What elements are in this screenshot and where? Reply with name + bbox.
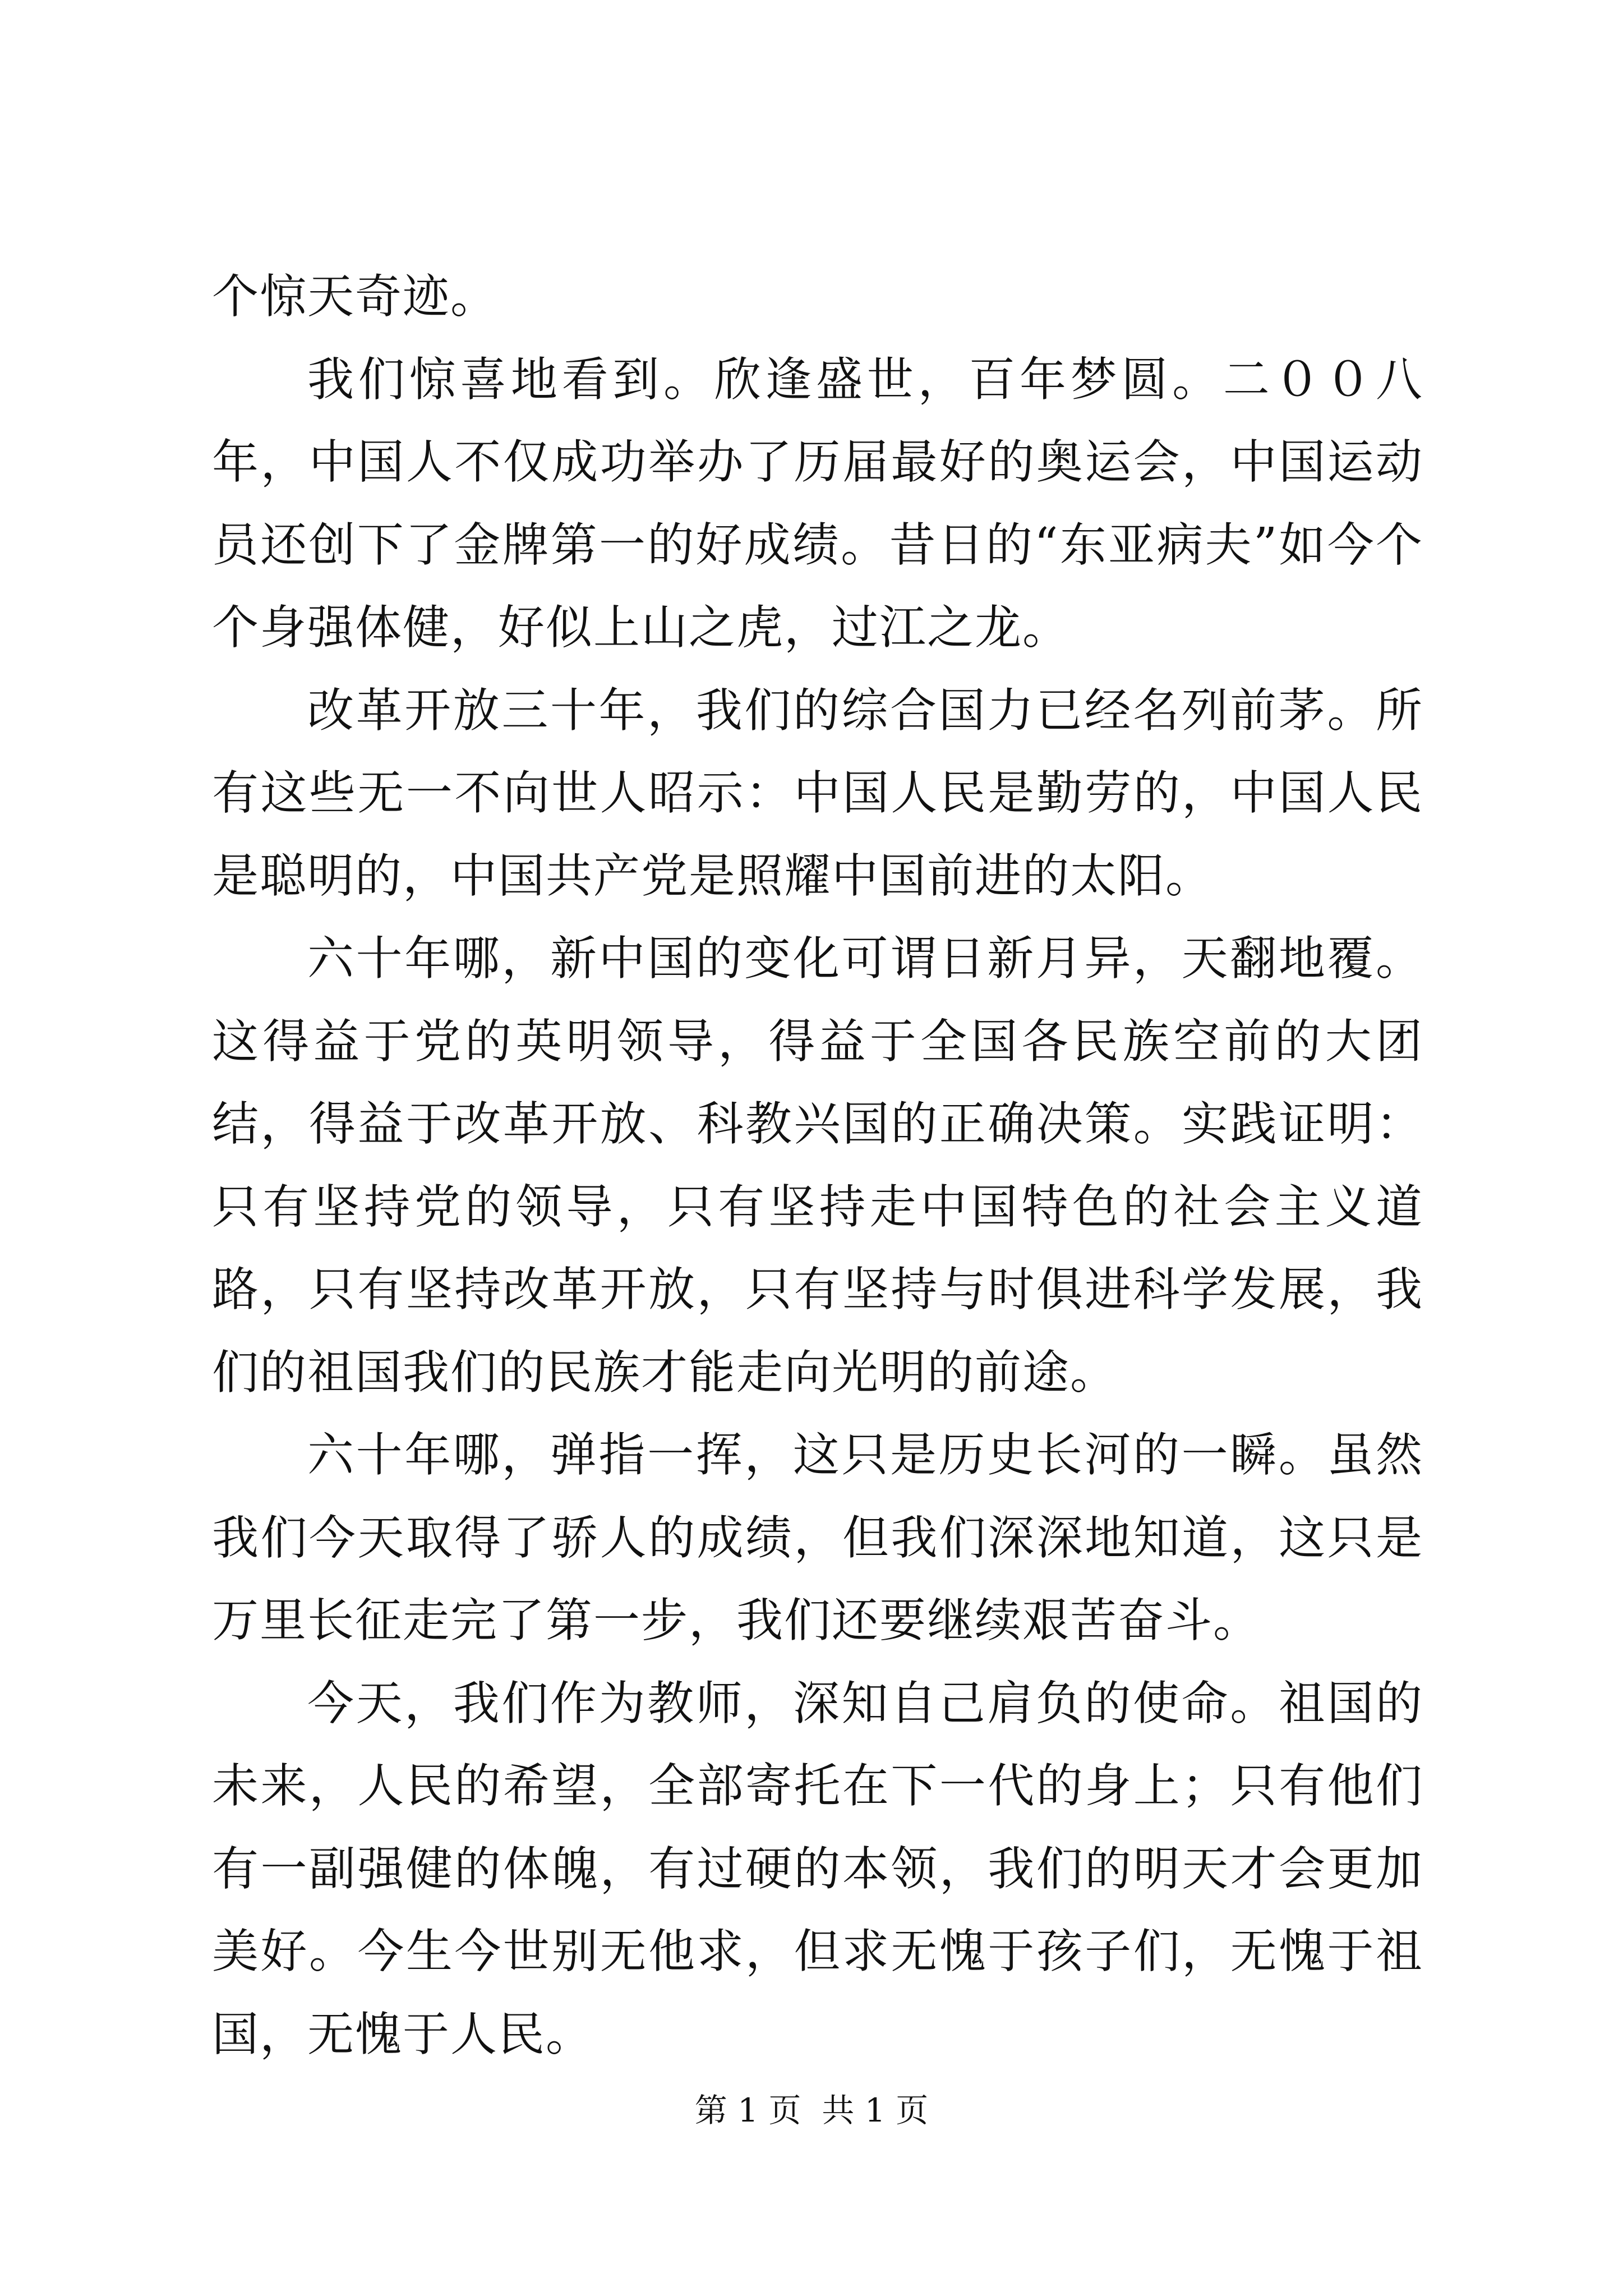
paragraph-teachers: 今天，我们作为教师，深知自己肩负的使命。祖国的未来，人民的希望，全部寄托在下一代的身上；只有他们有一副强健的体魄，有过硬的本领，我们的明天才会更加美好。今生今世别无他求，但求无愧于孩子们，无愧于祖国，无愧于人民。	[212, 1676, 1423, 2062]
paragraph-continuation: 个惊天奇迹。	[212, 269, 498, 324]
paragraph-olympics: 我们惊喜地看到。欣逢盛世，百年梦圆。二００八年，中国人不仅成功举办了历届最好的奥运会，中国运动员还创下了金牌第一的好成绩。昔日的“东亚病夫”如今个个身强体健，好似上山之虎，过江之龙。	[212, 352, 1423, 655]
paragraph-reform: 改革开放三十年，我们的综合国力已经名列前茅。所有这些无一不向世人昭示：中国人民是勤劳的，中国人民是聪明的，中国共产党是照耀中国前进的太阳。	[212, 683, 1423, 903]
document-body	[212, 255, 1423, 2076]
paragraph-sixty-years-change: 六十年哪，新中国的变化可谓日新月异，天翻地覆。这得益于党的英明领导，得益于全国各民族空前的大团结，得益于改革开放、科教兴国的正确决策。实践证明：只有坚持党的领导，只有坚持走中国特色的社会主义道路，只有坚持改革开放，只有坚持与时俱进科学发展，我们的祖国我们的民族才能走向光明的前途。	[212, 931, 1423, 1400]
page-number-footer: 第 1 页 共 1 页	[694, 2091, 929, 2129]
paragraph-sixty-years-history: 六十年哪，弹指一挥，这只是历史长河的一瞬。虽然我们今天取得了骄人的成绩，但我们深深地知道，这只是万里长征走完了第一步，我们还要继续艰苦奋斗。	[212, 1428, 1423, 1648]
